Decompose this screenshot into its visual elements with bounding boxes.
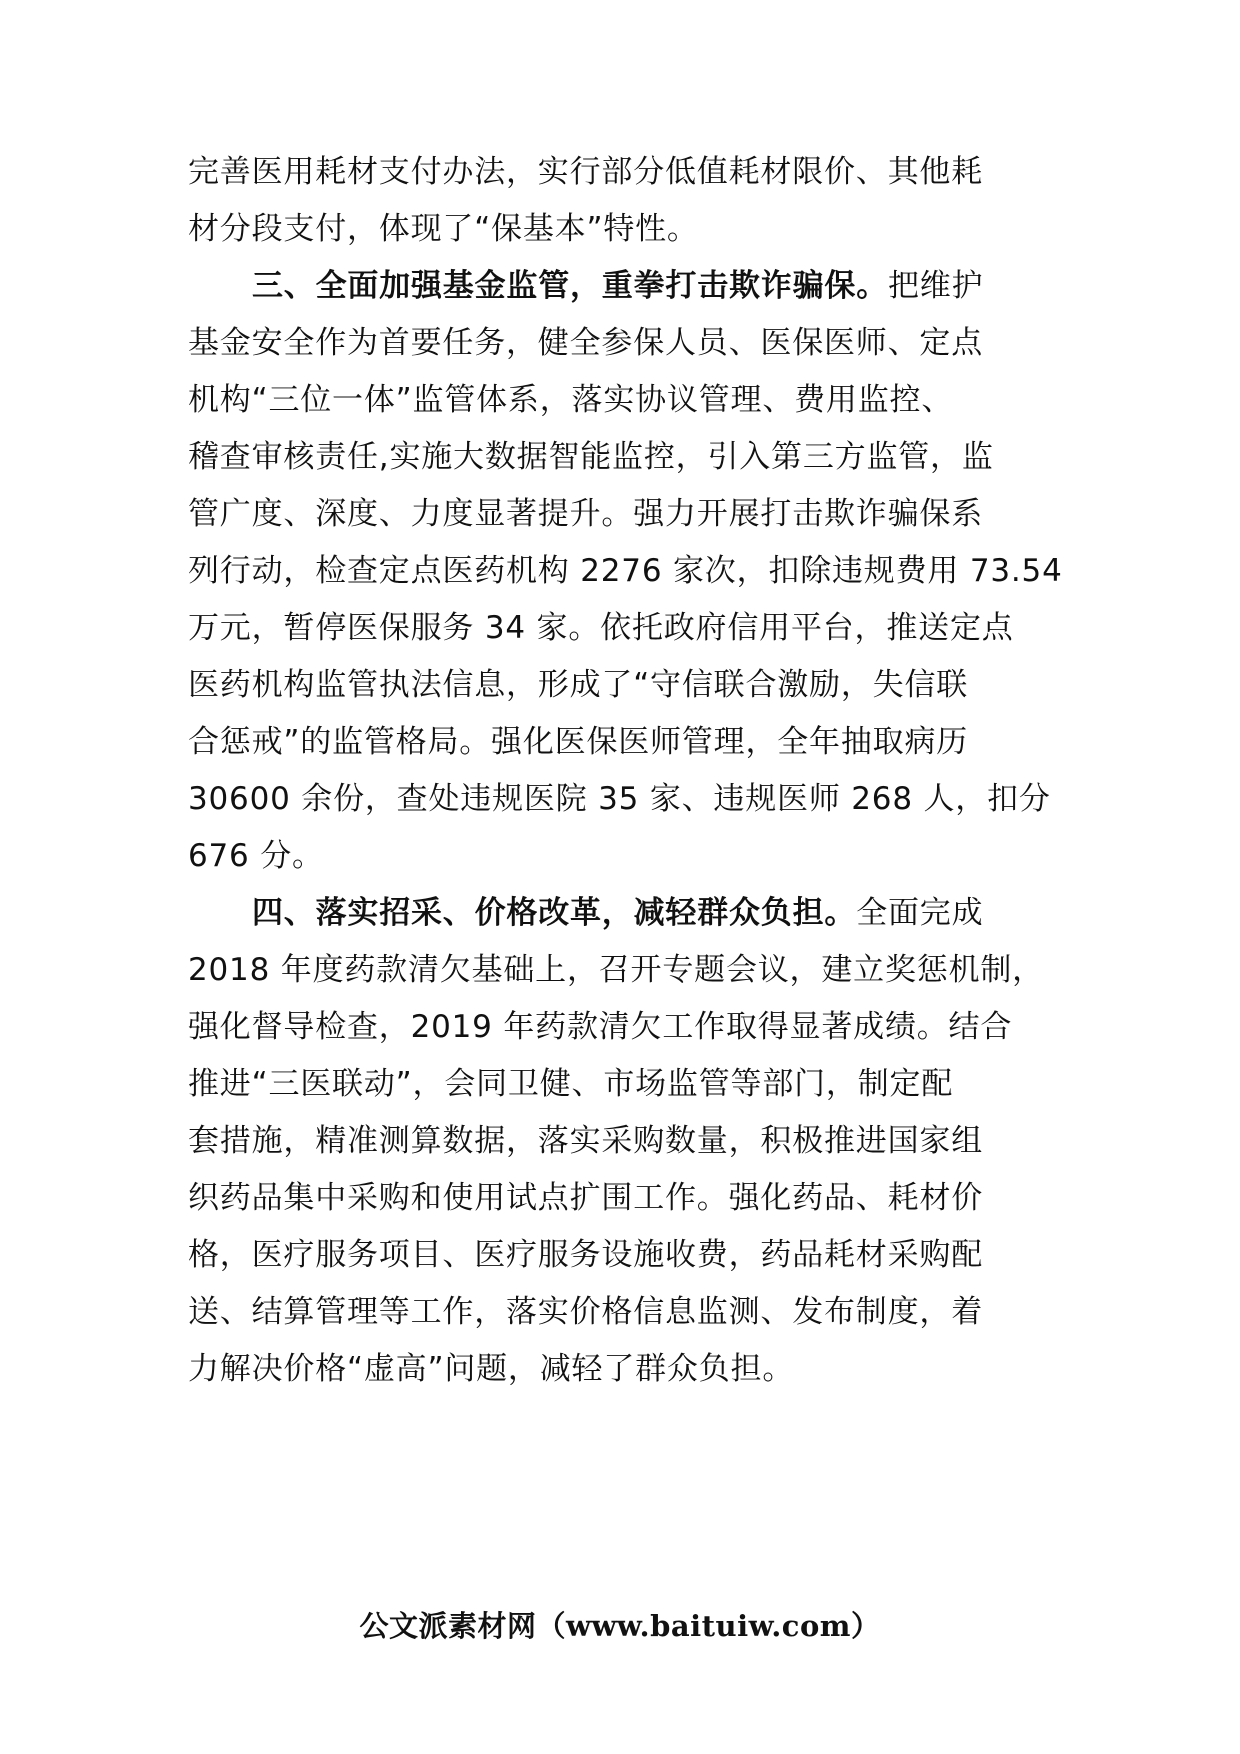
text-line bbox=[188, 551, 1068, 591]
line-text: 力解决价格“虚高”问题，减轻了群众负担。 bbox=[188, 1351, 795, 1387]
line-text: 套措施，精准测算数据，落实采购数量，积极推进国家组 bbox=[188, 1123, 983, 1159]
line-text: 全面完成 bbox=[856, 895, 984, 931]
section-heading: 三、全面加强基金监管，重拳打击欺诈骗保。 bbox=[252, 268, 888, 304]
line-text: 稽查审核责任,实施大数据智能监控，引入第三方监管，监 bbox=[188, 439, 994, 475]
text-line bbox=[188, 437, 1068, 477]
line-text: 推进“三医联动”，会同卫健、市场监管等部门，制定配 bbox=[188, 1066, 954, 1102]
text-line bbox=[188, 950, 1068, 990]
line-text: 676 分。 bbox=[188, 838, 324, 874]
text-line bbox=[188, 380, 1068, 420]
text-line bbox=[188, 1121, 1068, 1161]
text-line bbox=[188, 1349, 1068, 1389]
line-text: 医药机构监管执法信息，形成了“守信联合激励，失信联 bbox=[188, 667, 969, 703]
text-line bbox=[188, 152, 1068, 192]
line-text: 送、结算管理等工作，落实价格信息监测、发布制度，着 bbox=[188, 1294, 983, 1330]
line-text: 把维护 bbox=[888, 268, 984, 304]
text-line bbox=[188, 836, 1068, 876]
footer-watermark: 公文派素材网（www.baituiw.com） bbox=[359, 1609, 881, 1643]
line-text: 30600 余份，查处违规医院 35 家、违规医师 268 人，扣分 bbox=[188, 781, 1051, 817]
text-line bbox=[188, 1292, 1068, 1332]
section-heading-line bbox=[252, 893, 1072, 933]
text-line bbox=[188, 209, 1068, 249]
text-line bbox=[188, 665, 1068, 705]
text-line bbox=[188, 1064, 1068, 1104]
text-line bbox=[188, 1235, 1068, 1275]
line-text: 完善医用耗材支付办法，实行部分低值耗材限价、其他耗 bbox=[188, 154, 983, 190]
line-text: 强化督导检查，2019 年药款清欠工作取得显著成绩。结合 bbox=[188, 1009, 1013, 1045]
line-text: 2018 年度药款清欠基础上，召开专题会议，建立奖惩机制， bbox=[188, 952, 1044, 988]
line-text: 材分段支付，体现了“保基本”特性。 bbox=[188, 211, 699, 247]
line-text: 合惩戒”的监管格局。强化医保医师管理，全年抽取病历 bbox=[188, 724, 969, 760]
text-line bbox=[188, 608, 1068, 648]
text-line bbox=[188, 779, 1068, 819]
line-text: 基金安全作为首要任务，健全参保人员、医保医师、定点 bbox=[188, 325, 983, 361]
line-text: 格，医疗服务项目、医疗服务设施收费，药品耗材采购配 bbox=[188, 1237, 983, 1273]
section-heading: 四、落实招采、价格改革，减轻群众负担。 bbox=[252, 895, 857, 931]
line-text: 列行动，检查定点医药机构 2276 家次，扣除违规费用 73.54 bbox=[188, 553, 1063, 589]
text-line bbox=[188, 494, 1068, 534]
line-text: 织药品集中采购和使用试点扩围工作。强化药品、耗材价 bbox=[188, 1180, 983, 1216]
line-text: 机构“三位一体”监管体系，落实协议管理、费用监控、 bbox=[188, 382, 954, 418]
line-text: 管广度、深度、力度显著提升。强力开展打击欺诈骗保系 bbox=[188, 496, 983, 532]
section-heading-line bbox=[252, 266, 1072, 306]
line-text: 万元，暂停医保服务 34 家。依托政府信用平台，推送定点 bbox=[188, 610, 1014, 646]
text-line bbox=[188, 1178, 1068, 1218]
text-line bbox=[188, 323, 1068, 363]
text-line bbox=[188, 1007, 1068, 1047]
text-line bbox=[188, 722, 1068, 762]
